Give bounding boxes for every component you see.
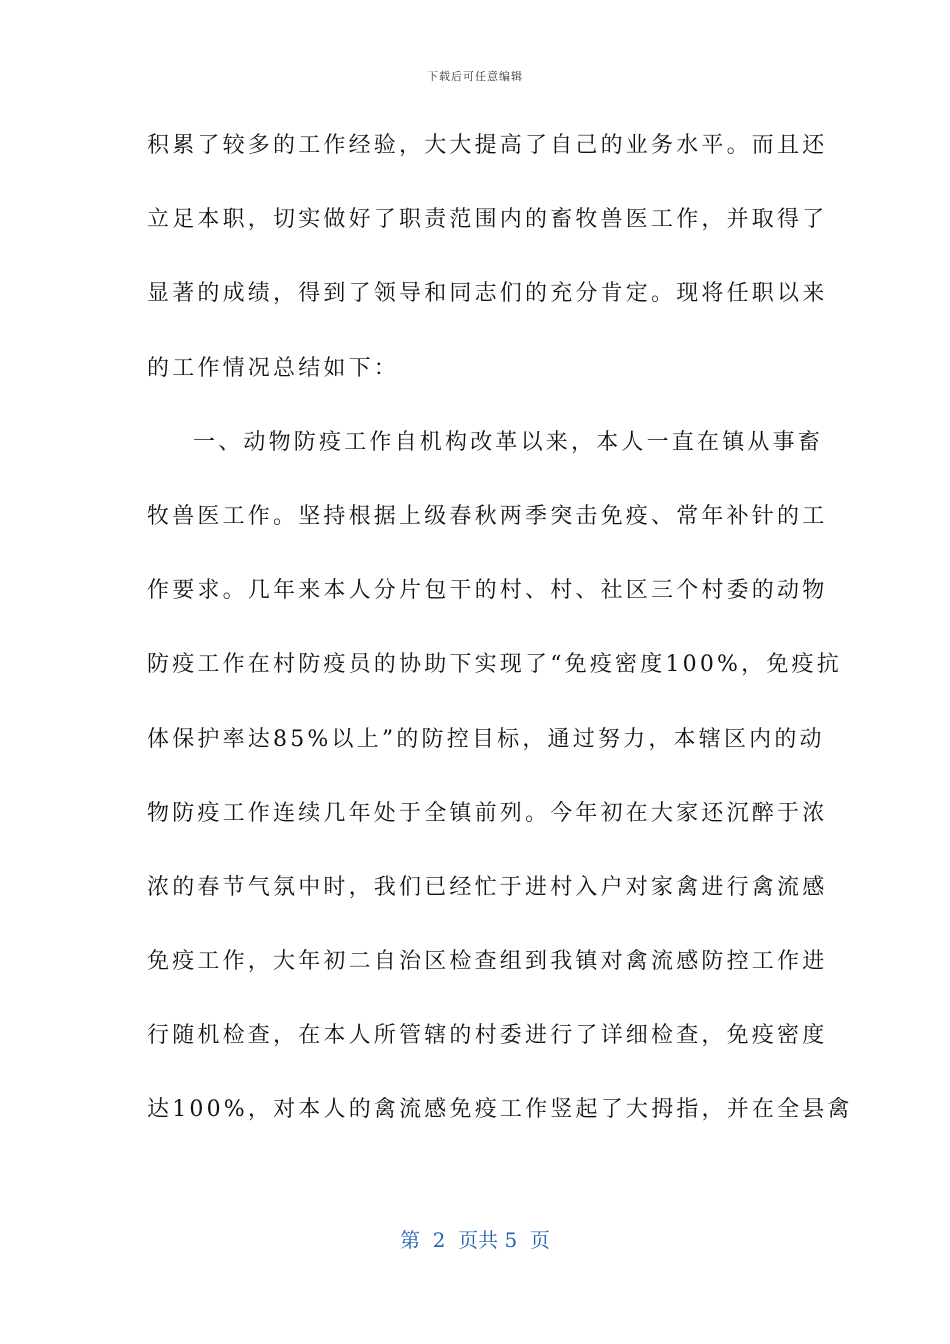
- page-header-note: 下载后可任意编辑: [427, 70, 523, 83]
- document-body: [147, 121, 853, 1160]
- text-line: 免疫工作，大年初二自治区检查组到我镇对禽流感防控工作进: [147, 949, 828, 975]
- text-line: 防疫工作在村防疫员的协助下实现了“免疫密度100%，免疫抗: [147, 652, 842, 678]
- text-line: 显著的成绩，得到了领导和同志们的充分肯定。现将任职以来: [147, 281, 828, 307]
- text-line: 一、动物防疫工作自机构改革以来，本人一直在镇从事畜: [193, 429, 824, 455]
- page-number-footer: 第 2 页共 5 页: [400, 1228, 550, 1252]
- text-line: 牧兽医工作。坚持根据上级春秋两季突击免疫、常年补针的工: [147, 503, 828, 529]
- text-line: 行随机检查，在本人所管辖的村委进行了详细检查，免疫密度: [147, 1023, 828, 1049]
- text-line: 达100%，对本人的禽流感免疫工作竖起了大拇指，并在全县禽: [147, 1097, 853, 1123]
- text-line: 浓的春节气氛中时，我们已经忙于进村入户对家禽进行禽流感: [147, 874, 828, 900]
- text-line: 体保护率达85%以上”的防控目标，通过努力，本辖区内的动: [147, 726, 825, 752]
- text-line: 作要求。几年来本人分片包干的村、村、社区三个村委的动物: [147, 578, 828, 604]
- text-line: 物防疫工作连续几年处于全镇前列。今年初在大家还沉醉于浓: [147, 800, 828, 826]
- text-line: 的工作情况总结如下：: [147, 355, 400, 381]
- text-line: 积累了较多的工作经验，大大提高了自己的业务水平。而且还: [147, 133, 828, 158]
- text-line: 立足本职，切实做好了职责范围内的畜牧兽医工作，并取得了: [147, 207, 828, 233]
